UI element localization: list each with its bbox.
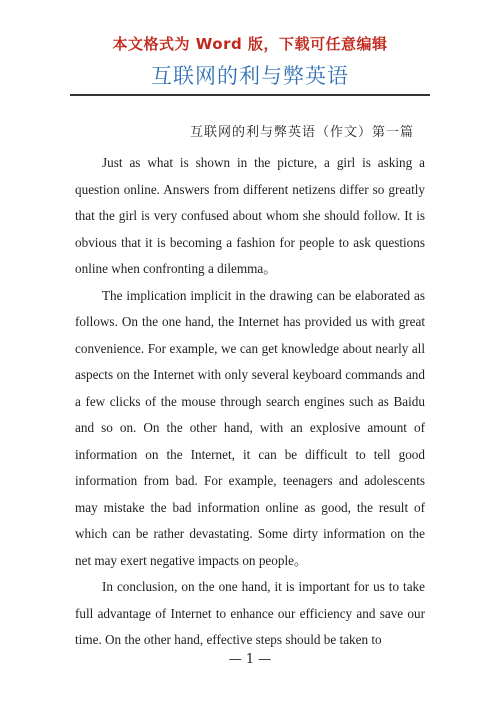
- document-title: 互联网的利与弊英语: [151, 64, 349, 88]
- format-banner: 本文格式为 Word 版，下载可任意编辑: [112, 35, 388, 53]
- title-divider: [70, 94, 430, 96]
- article-subtitle: 互联网的利与弊英语（作文）第一篇: [190, 125, 415, 140]
- paragraph-3: In conclusion, on the one hand, it is important for us to take full advantage of Internet to enhance our efficiency and save our time. On the other hand, effective steps should be taken to: [75, 579, 425, 647]
- paragraph-1: Just as what is shown in the picture, a girl is asking a question online. Answers from different netizens differ so greatly that the girl is very confused about whom she should follow. It is obvious that it is becoming a fashion for people to ask questions online when confronting a dilemma。: [75, 155, 425, 276]
- article-body: [75, 150, 425, 654]
- paragraph-2: The implication implicit in the drawing can be elaborated as follows. On the one hand, the Internet has provided us with great convenience. For example, we can get knowledge about nearly all aspects on the Internet with only several keyboard commands and a few clicks of the mouse through search engines such as Baidu and so on. On the other hand, with an explosive amount of information on the Internet, it can be difficult to tell good information from bad. For example, teenagers and adolescents may mistake the bad information online as good, the result of which can be rather devastating. Some dirty information on the net may exert negative impacts on people。: [75, 287, 425, 568]
- page-number: — 1 —: [228, 652, 272, 667]
